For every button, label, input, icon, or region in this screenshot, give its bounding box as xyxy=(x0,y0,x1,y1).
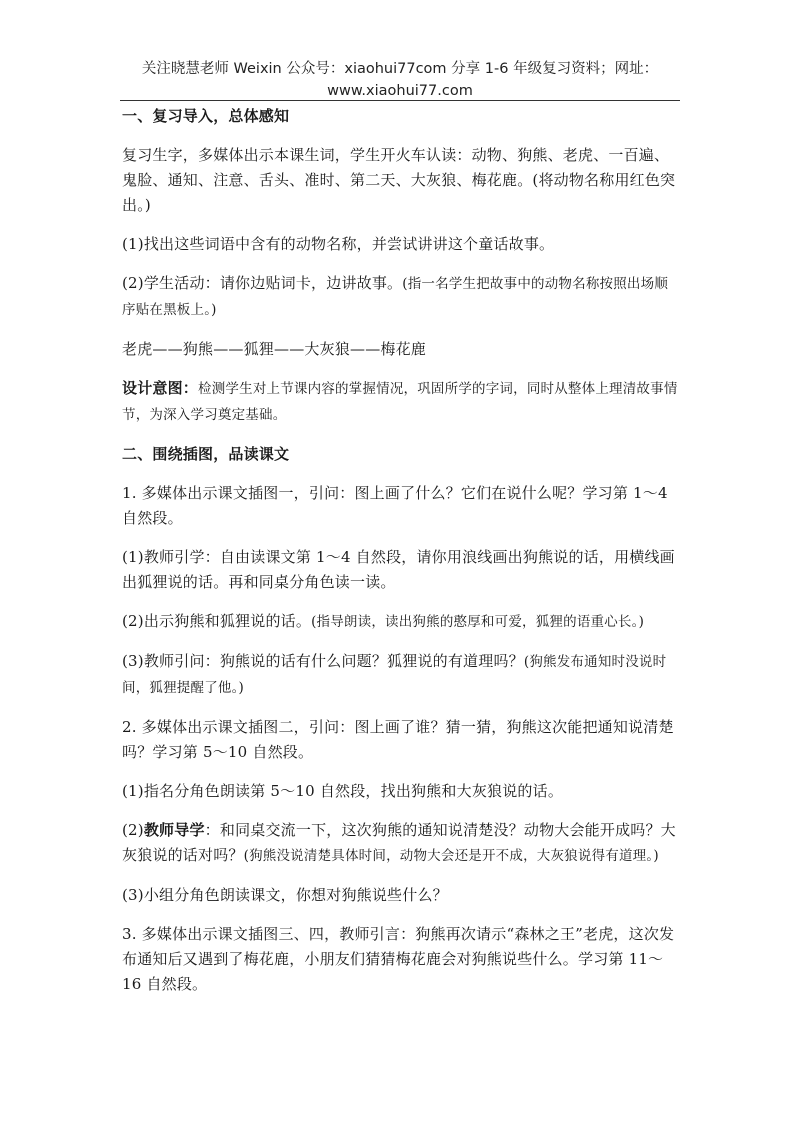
show-dialogue-text: (2)出示狗熊和狐狸说的话。 xyxy=(122,612,312,630)
paragraph-animal-order: 老虎——狗熊——狐狸——大灰狼——梅花鹿 xyxy=(122,340,427,358)
paragraph-show-dialogue xyxy=(122,609,680,635)
design-intent-text: 检测学生对上节课内容的掌握情况，巩固所学的字词，同时从整体上理清故事情节，为深入学习奠定基础。 xyxy=(122,381,678,423)
paragraph-student-activity xyxy=(122,271,680,323)
paragraph-design-intent xyxy=(122,376,680,428)
paragraph-teacher-guide: (1)教师引学：自由读课文第 1～4 自然段，请你用浪线画出狗熊说的话，用横线画出狐狸说的话。再和同桌分角色读一读。 xyxy=(122,548,675,591)
teacher-lead-label: 教师导学 xyxy=(143,821,205,839)
teacher-lead-prefix: (2) xyxy=(122,821,144,839)
paragraph-teacher-question xyxy=(122,649,680,701)
activity-note: (指一名学生把故事中的动物名称按照出场顺序贴在黑板上。) xyxy=(122,276,669,318)
paragraph-illustration-2: 2. 多媒体出示课文插图二，引问：图上画了谁？猜一猜，狗熊这次能把通知说清楚吗？学习第 5～10 自然段。 xyxy=(122,718,674,761)
header-divider xyxy=(120,100,680,101)
paragraph-illustration-1: 1. 多媒体出示课文插图一，引问：图上画了什么？它们在说什么呢？学习第 1～4 自然段。 xyxy=(122,484,668,527)
paragraph-find-animals: (1)找出这些词语中含有的动物名称，并尝试讲讲这个童话故事。 xyxy=(122,235,555,253)
paragraph-teacher-lead xyxy=(122,818,680,869)
paragraph-role-reading: (1)指名分角色朗读第 5～10 自然段，找出狗熊和大灰狼说的话。 xyxy=(122,782,564,800)
activity-text: (2)学生活动：请你边贴词卡，边讲故事。 xyxy=(122,274,403,292)
paragraph-illustration-3-4: 3. 多媒体出示课文插图三、四，教师引言：狗熊再次请示“森林之王”老虎，这次发布通知后又遇到了梅花鹿，小朋友们猜猜梅花鹿会对狗熊说些什么。学习第 11～16 自然段。 xyxy=(122,925,675,993)
design-intent-label: 设计意图： xyxy=(122,379,199,397)
show-dialogue-note: (指导朗读，读出狗熊的憨厚和可爱，狐狸的语重心长。) xyxy=(311,614,645,630)
document-body xyxy=(122,104,680,997)
header-line-1: 关注晓慧老师 Weixin 公众号：xiaohui77com 分享 1-6 年级复习资料；网址： xyxy=(141,61,659,77)
page-header xyxy=(120,58,680,102)
teacher-lead-note: (狗熊没说清楚具体时间，动物大会还是开不成，大灰狼说得有道理。) xyxy=(243,848,659,864)
section-1-heading: 一、复习导入，总体感知 xyxy=(122,107,290,125)
paragraph-group-reading: (3)小组分角色朗读课文，你想对狗熊说些什么？ xyxy=(122,886,448,904)
header-line-2: www.xiaohui77.com xyxy=(327,83,473,99)
teacher-question-text: (3)教师引问：狗熊说的话有什么问题？狐狸说的有道理吗？ xyxy=(122,652,524,670)
paragraph-review-words: 复习生字，多媒体出示本课生词，学生开火车认读：动物、狗熊、老虎、一百遍、鬼脸、通知、注意、舌头、准时、第二天、大灰狼、梅花鹿。(将动物名称用红色突出。) xyxy=(122,146,676,214)
section-2-heading: 二、围绕插图，品读课文 xyxy=(122,445,290,463)
teacher-lead-text: ：和同桌交流一下，这次狗熊的通知说清楚没？动物大会能开成吗？大灰狼说的话对吗？ xyxy=(122,821,676,864)
teacher-question-note: (狗熊发布通知时没说时间，狐狸提醒了他。) xyxy=(122,654,667,696)
